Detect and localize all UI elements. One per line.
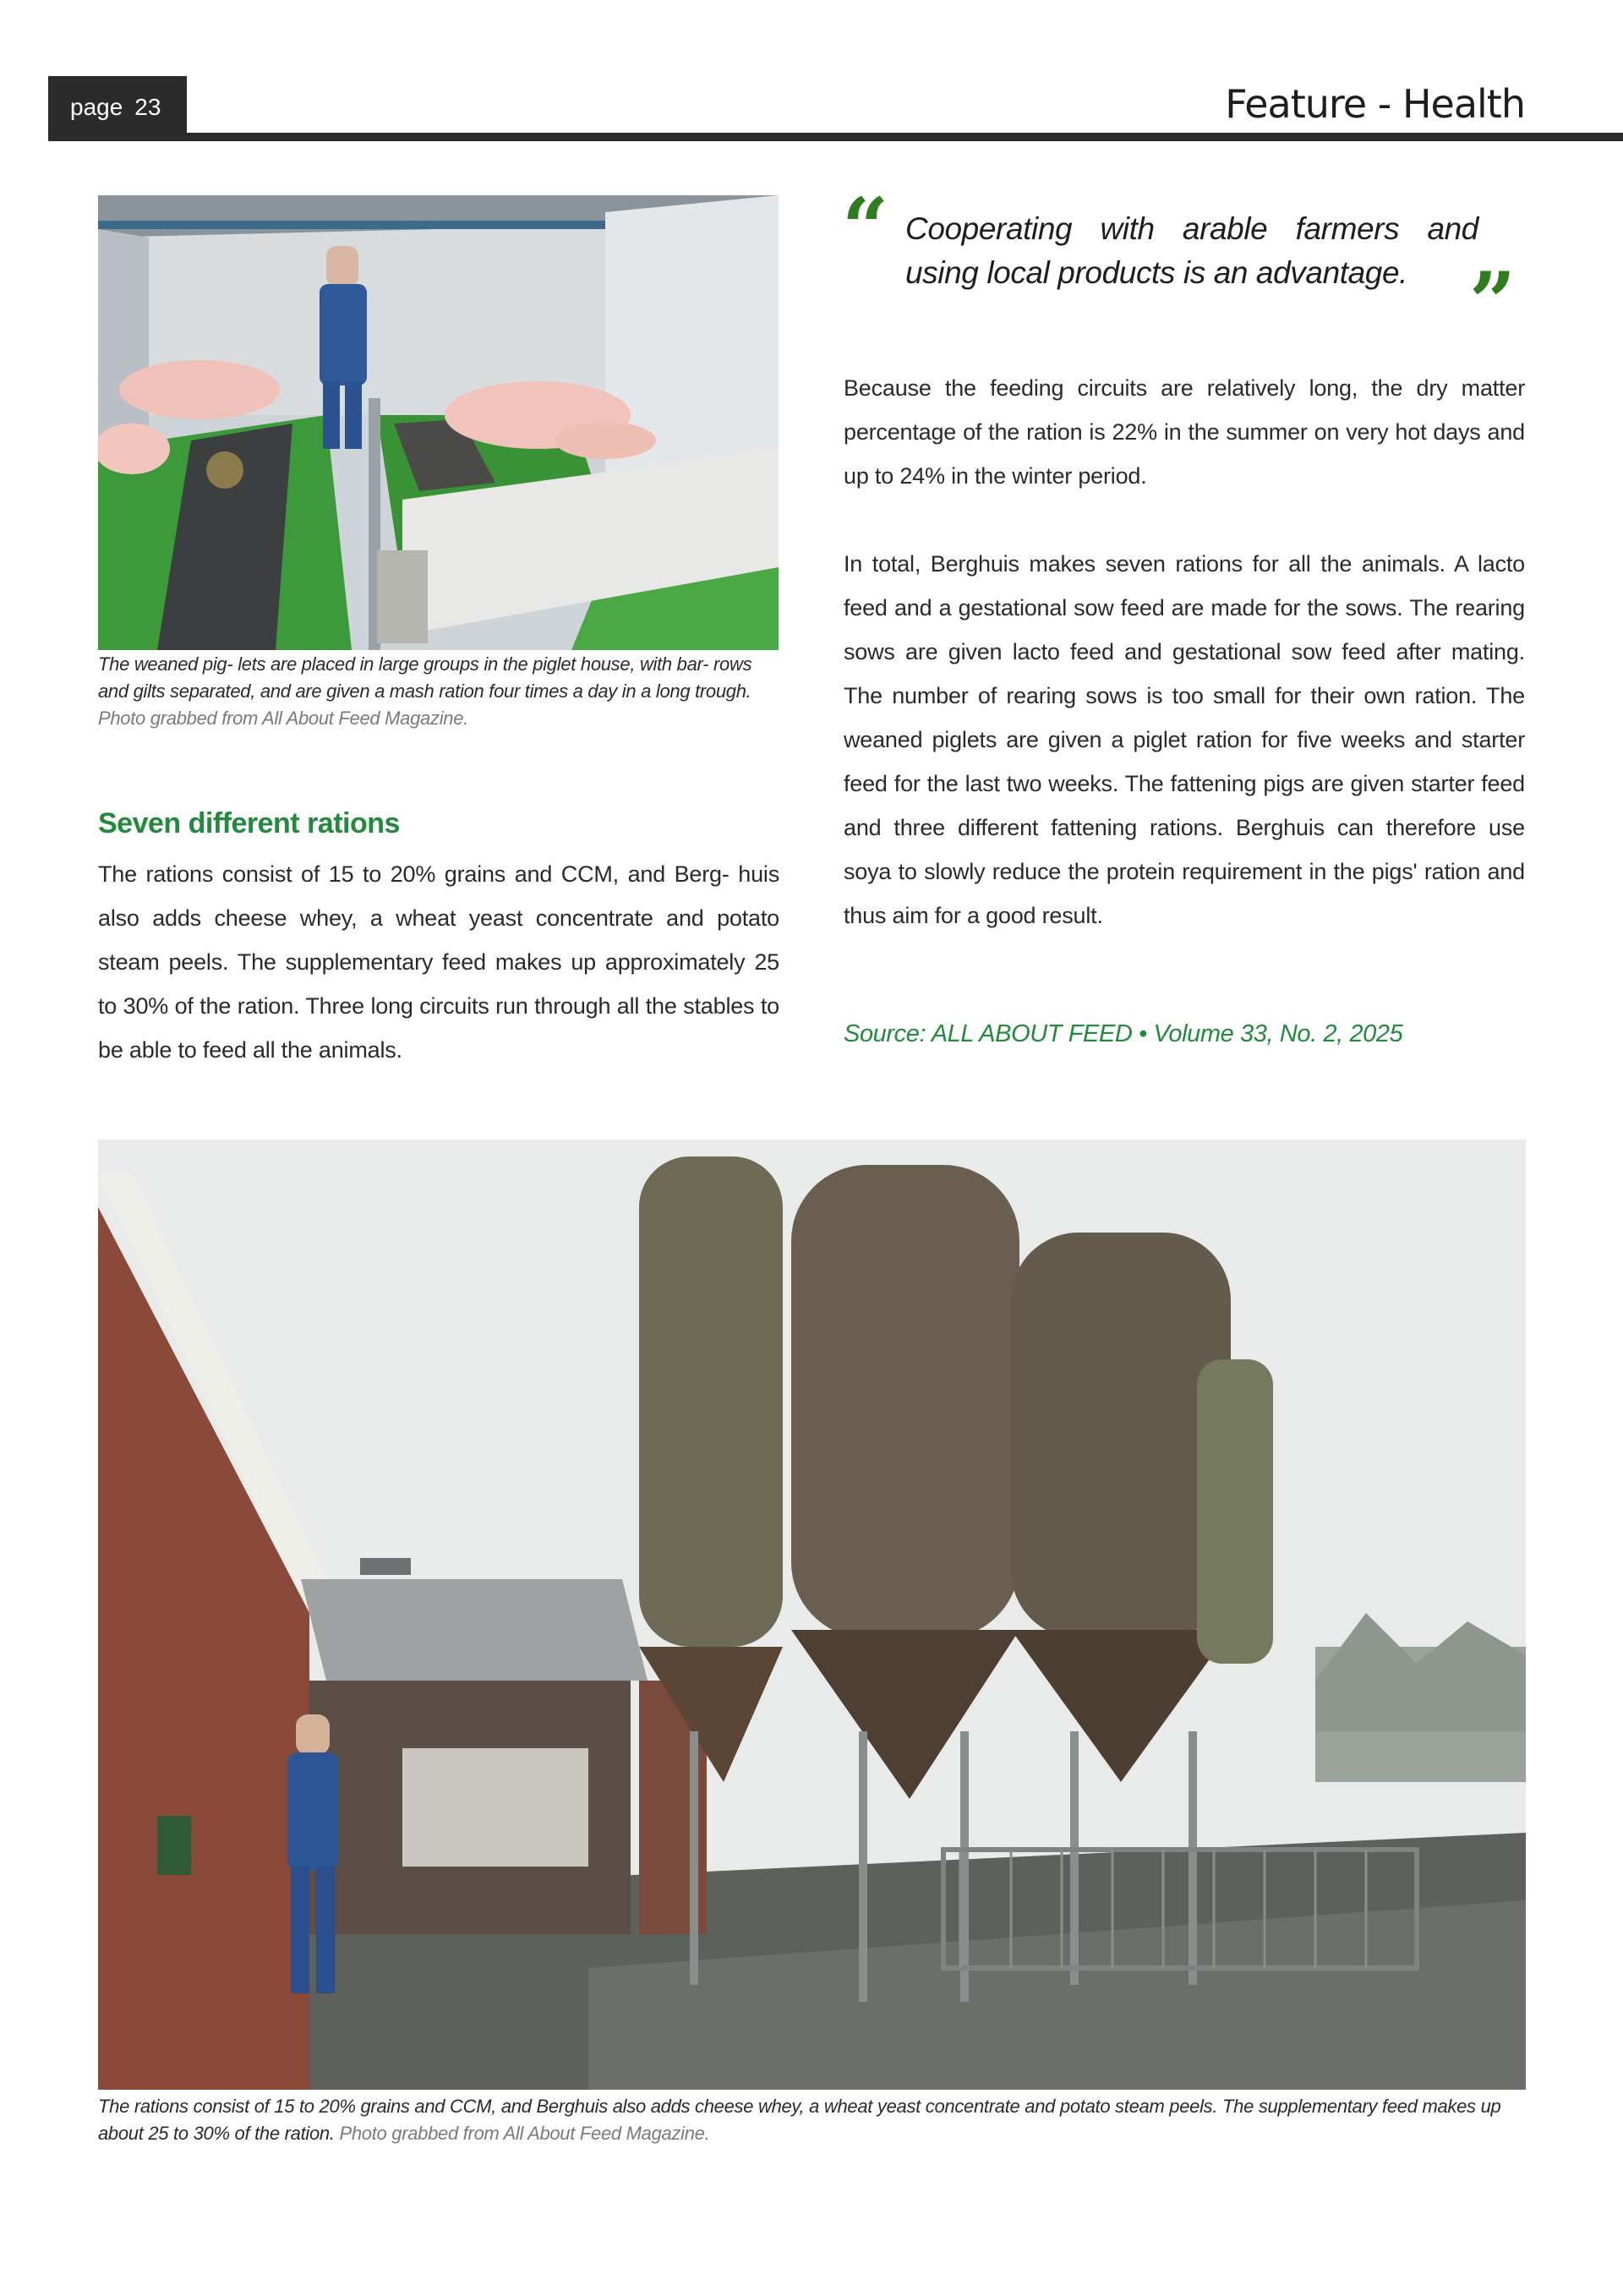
page-number: 23 — [134, 94, 161, 120]
top-photo-caption — [98, 651, 781, 732]
right-column-text — [844, 366, 1525, 981]
paragraph-dry-matter: Because the feeding circuits are relatively long, the dry matter percentage of the ration is 22% in the summer on very hot days and up to 24% in the winter period. — [844, 375, 1525, 489]
paragraph-rations: The rations consist of 15 to 20% grains and CCM, and Berg- huis also adds cheese whey, a wheat yeast concentrate and potato steam peels. The supplementary feed makes up approximately 25 to 30% of the ration. Three long circuits run through all the stables to be able to feed all the animals. — [98, 861, 779, 1063]
paragraph-seven-rations: In total, Berghuis makes seven rations for all the animals. A lacto feed and a gestational sow feed are made for the sows. The rearing sows are given lacto feed and gestational sow feed after mating. The number of rearing sows is too small for their own ration. The weaned piglets are given a piglet ration for five weeks and starter feed for the last two weeks. The fattening pigs are given starter feed and three different fattening rations. Berghuis can therefore use soya to slowly reduce the protein requirement in the pigs' ration and thus aim for a good result. — [844, 551, 1525, 928]
bottom-photo-credit: Photo grabbed from All About Feed Magazine. — [339, 2123, 710, 2144]
section-title: Feature - Health — [1225, 81, 1525, 127]
page-number-tab — [48, 76, 187, 139]
header-rule — [48, 133, 1623, 141]
top-photo-caption-text: The weaned pig- lets are placed in large groups in the piglet house, with bar- rows and gilts separated, and are given a mash ration four times a day in a long trough. — [98, 653, 752, 702]
feed-silos-photo — [98, 1140, 1526, 2090]
top-photo-credit: Photo grabbed from All About Feed Magazine. — [98, 708, 468, 729]
quote-close-mark: ” — [1469, 254, 1516, 350]
bottom-photo-caption — [98, 2093, 1527, 2147]
left-column-text — [98, 852, 779, 1072]
subhead-seven-rations: Seven different rations — [98, 807, 400, 839]
bottom-photo-caption-text: The rations consist of 15 to 20% grains and CCM, and Berghuis also adds cheese whey, a wheat yeast concentrate and potato steam peels. The supplementary feed makes up about 25 to 30% of the ration. — [98, 2096, 1501, 2144]
page-label: page — [70, 94, 123, 120]
piglet-house-photo — [98, 195, 779, 650]
pull-quote: Cooperating with arable farmers and using local products is an advantage. — [905, 211, 1478, 290]
quote-open-mark: “ — [842, 180, 889, 276]
source-line: Source: ALL ABOUT FEED • Volume 33, No. 2, 2025 — [844, 1020, 1403, 1047]
